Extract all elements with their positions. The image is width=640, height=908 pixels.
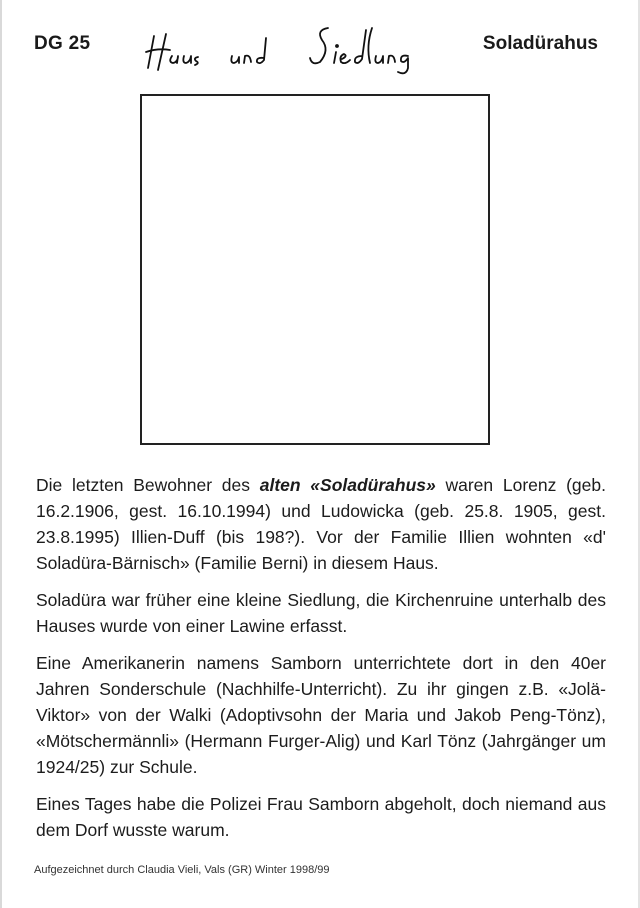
house-name-emphasis: alten «Soladürahus»	[259, 475, 436, 495]
footer-credit: Aufgezeichnet durch Claudia Vieli, Vals (GR) Winter 1998/99	[34, 864, 330, 876]
body-text	[36, 472, 606, 854]
paragraph-residents: Die letzten Bewohner des alten «Soladürahus» waren Lorenz (geb. 16.2.1906, gest. 16.10.1994) und Ludowicka (geb. 25.8. 1905, gest. 23.8.1995) Illien-Duff (bis 198?). Vor der Familie Illien wohnten «d' Soladüra-Bärnisch» (Familie Berni) in diesem Haus.	[36, 475, 606, 573]
paragraph-settlement: Soladüra war früher eine kleine Siedlung, die Kirchenruine unterhalb des Hauses wurde von einer Lawine erfasst.	[36, 590, 606, 636]
paragraph-police: Eines Tages habe die Polizei Frau Samborn abgeholt, doch niemand aus dem Dorf wusste warum.	[36, 794, 606, 840]
paragraph-school: Eine Amerikanerin namens Samborn unterrichtete dort in den 40er Jahren Sonderschule (Nachhilfe-Unterricht). Zu ihr gingen z.B. «Jolä-Viktor» von der Walki (Adoptivsohn der Maria und Jakob Peng-Tönz), «Mötschermännli» (Hermann Furger-Alig) und Karl Tönz (Jahrgänger um 1924/25) zur Schule.	[36, 653, 606, 777]
house-name: Soladürahus	[482, 33, 598, 54]
handwritten-title	[140, 16, 430, 76]
document-code: DG 25	[34, 33, 91, 54]
photo-placeholder	[140, 94, 490, 445]
